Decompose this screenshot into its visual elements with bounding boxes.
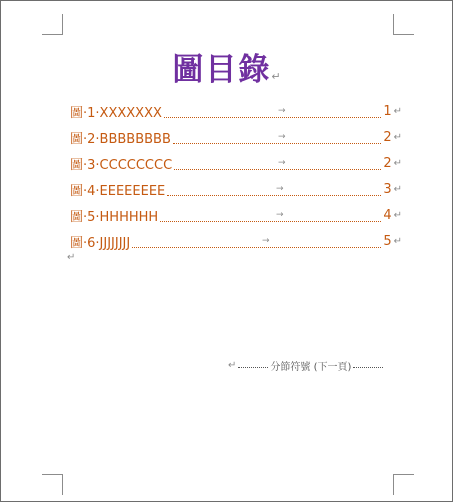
- toc-entry-page[interactable]: 2: [383, 155, 392, 171]
- paragraph-mark-icon: ↵: [393, 157, 402, 169]
- table-of-figures: [70, 98, 402, 254]
- toc-entry[interactable]: [70, 150, 402, 176]
- dot-leader: [164, 115, 381, 118]
- toc-entry[interactable]: [70, 124, 402, 150]
- section-break-label: 分節符號 (下一頁): [270, 362, 352, 373]
- toc-entry[interactable]: [70, 202, 402, 228]
- toc-entry-label[interactable]: 圖·2·BBBBBBBB: [70, 131, 171, 147]
- section-break-leader-right: [353, 367, 383, 368]
- dot-leader: [160, 219, 381, 222]
- paragraph-mark-icon: ↵: [393, 131, 402, 143]
- toc-entry-page[interactable]: 5: [383, 233, 392, 249]
- tab-arrow-icon: →: [278, 158, 286, 168]
- toc-entry-page[interactable]: 3: [383, 181, 392, 197]
- toc-entry[interactable]: [70, 98, 402, 124]
- toc-entry[interactable]: [70, 228, 402, 254]
- toc-entry-label[interactable]: 圖·3·CCCCCCCC: [70, 157, 173, 173]
- tab-arrow-icon: →: [276, 184, 284, 194]
- paragraph-mark-icon: ↵: [393, 183, 402, 195]
- toc-entry-page[interactable]: 1: [383, 103, 392, 119]
- dot-leader: [132, 245, 381, 248]
- toc-entry-page[interactable]: 2: [383, 129, 392, 145]
- section-break[interactable]: [228, 358, 385, 373]
- tab-arrow-icon: →: [278, 132, 286, 142]
- toc-entry-label[interactable]: 圖·1·XXXXXXX: [70, 105, 162, 121]
- toc-entry-label[interactable]: 圖·4·EEEEEEEE: [70, 183, 166, 199]
- crop-mark-top-left: [42, 14, 63, 35]
- crop-mark-top-right: [393, 14, 414, 35]
- toc-entry-page[interactable]: 4: [383, 207, 392, 223]
- document-title[interactable]: 圖目錄: [172, 52, 272, 88]
- paragraph-mark-icon: ↵: [393, 209, 402, 221]
- empty-paragraph-mark-icon[interactable]: ↵: [67, 252, 76, 263]
- section-break-leader-left: [238, 367, 268, 368]
- dot-leader: [167, 193, 381, 196]
- paragraph-mark-icon: ↵: [393, 105, 402, 117]
- toc-entry-label[interactable]: 圖·5·HHHHHH: [70, 209, 159, 225]
- title-paragraph[interactable]: [0, 44, 453, 89]
- crop-mark-bottom-left: [42, 474, 63, 495]
- toc-entry[interactable]: [70, 176, 402, 202]
- tab-arrow-icon: →: [262, 236, 270, 246]
- paragraph-mark-icon: ↵: [271, 70, 281, 83]
- paragraph-mark-icon: ↵: [228, 360, 237, 371]
- toc-entry-label[interactable]: 圖·6·JJJJJJJJ: [70, 235, 131, 251]
- paragraph-mark-icon: ↵: [393, 235, 402, 247]
- tab-arrow-icon: →: [276, 210, 284, 220]
- crop-mark-bottom-right: [393, 474, 414, 495]
- tab-arrow-icon: →: [278, 106, 286, 116]
